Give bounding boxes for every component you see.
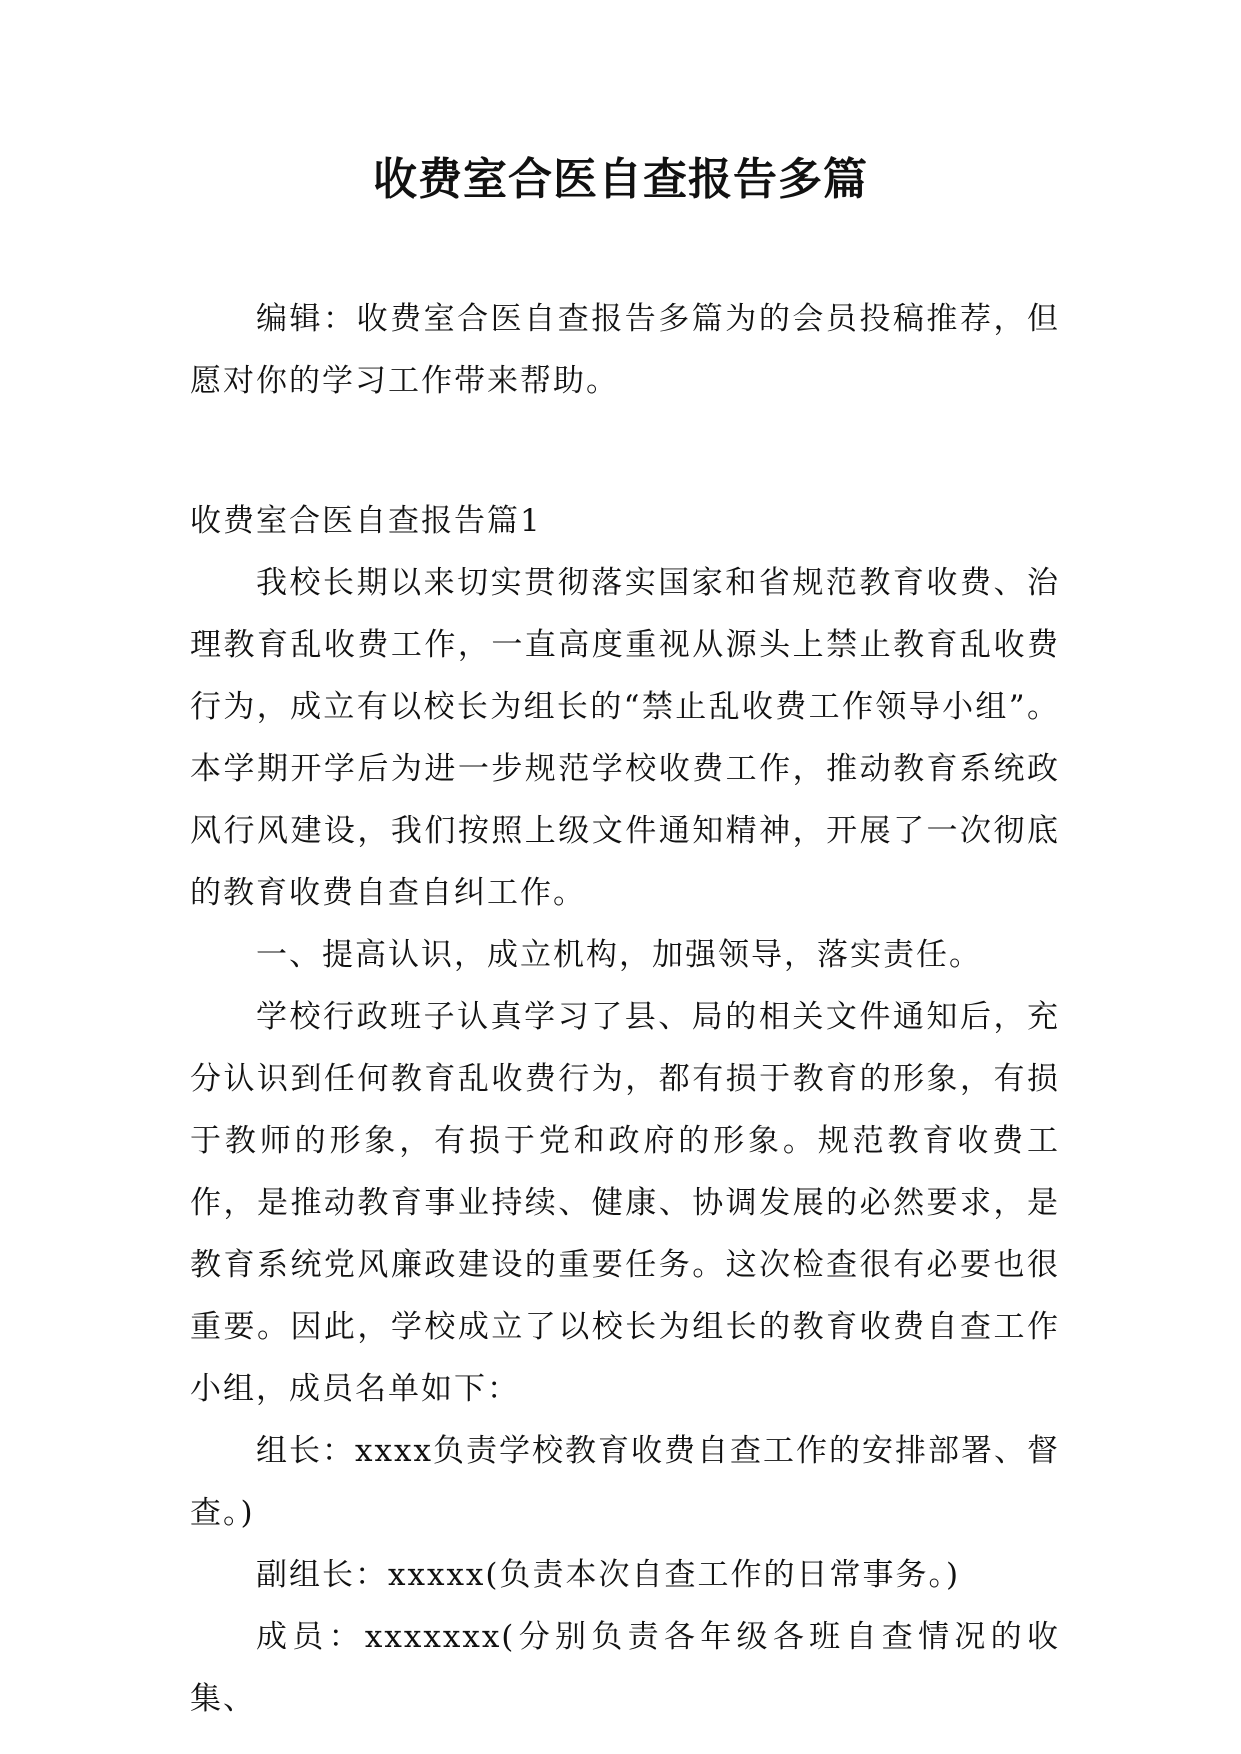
body-paragraph: 组长：xxxx负责学校教育收费自查工作的安排部署、督查。) (190, 1433, 1060, 1531)
section-heading: 收费室合医自查报告篇1 (190, 503, 542, 539)
body-paragraph: 副组长：xxxxx(负责本次自查工作的日常事务。) (256, 1557, 961, 1593)
body-paragraph: 学校行政班子认真学习了县、局的相关文件通知后，充分认识到任何教育乱收费行为，都有损于教育的形象，有损于教师的形象，有损于党和政府的形象。规范教育收费工作，是推动教育事业持续、健康、协调发展的必然要求，是教育系统党风廉政建设的重要任务。这次检查很有必要也很重要。因此，学校成立了以校长为组长的教育收费自查工作小组，成员名单如下： (190, 999, 1060, 1407)
document-title: 收费室合医自查报告多篇 (373, 154, 868, 205)
body-paragraph: 我校长期以来切实贯彻落实国家和省规范教育收费、治理教育乱收费工作，一直高度重视从源头上禁止教育乱收费行为，成立有以校长为组长的“禁止乱收费工作领导小组”。本学期开学后为进一步规范学校收费工作，推动教育系统政风行风建设，我们按照上级文件通知精神，开展了一次彻底的教育收费自查自纠工作。 (190, 565, 1060, 911)
body-paragraph: 成员：xxxxxxx(分别负责各年级各班自查情况的收集、 (190, 1619, 1060, 1717)
body-paragraph: 一、提高认识，成立机构，加强领导，落实责任。 (256, 937, 982, 973)
intro-paragraph: 编辑：收费室合医自查报告多篇为的会员投稿推荐，但愿对你的学习工作带来帮助。 (190, 301, 1060, 399)
document-body (190, 288, 1060, 1730)
